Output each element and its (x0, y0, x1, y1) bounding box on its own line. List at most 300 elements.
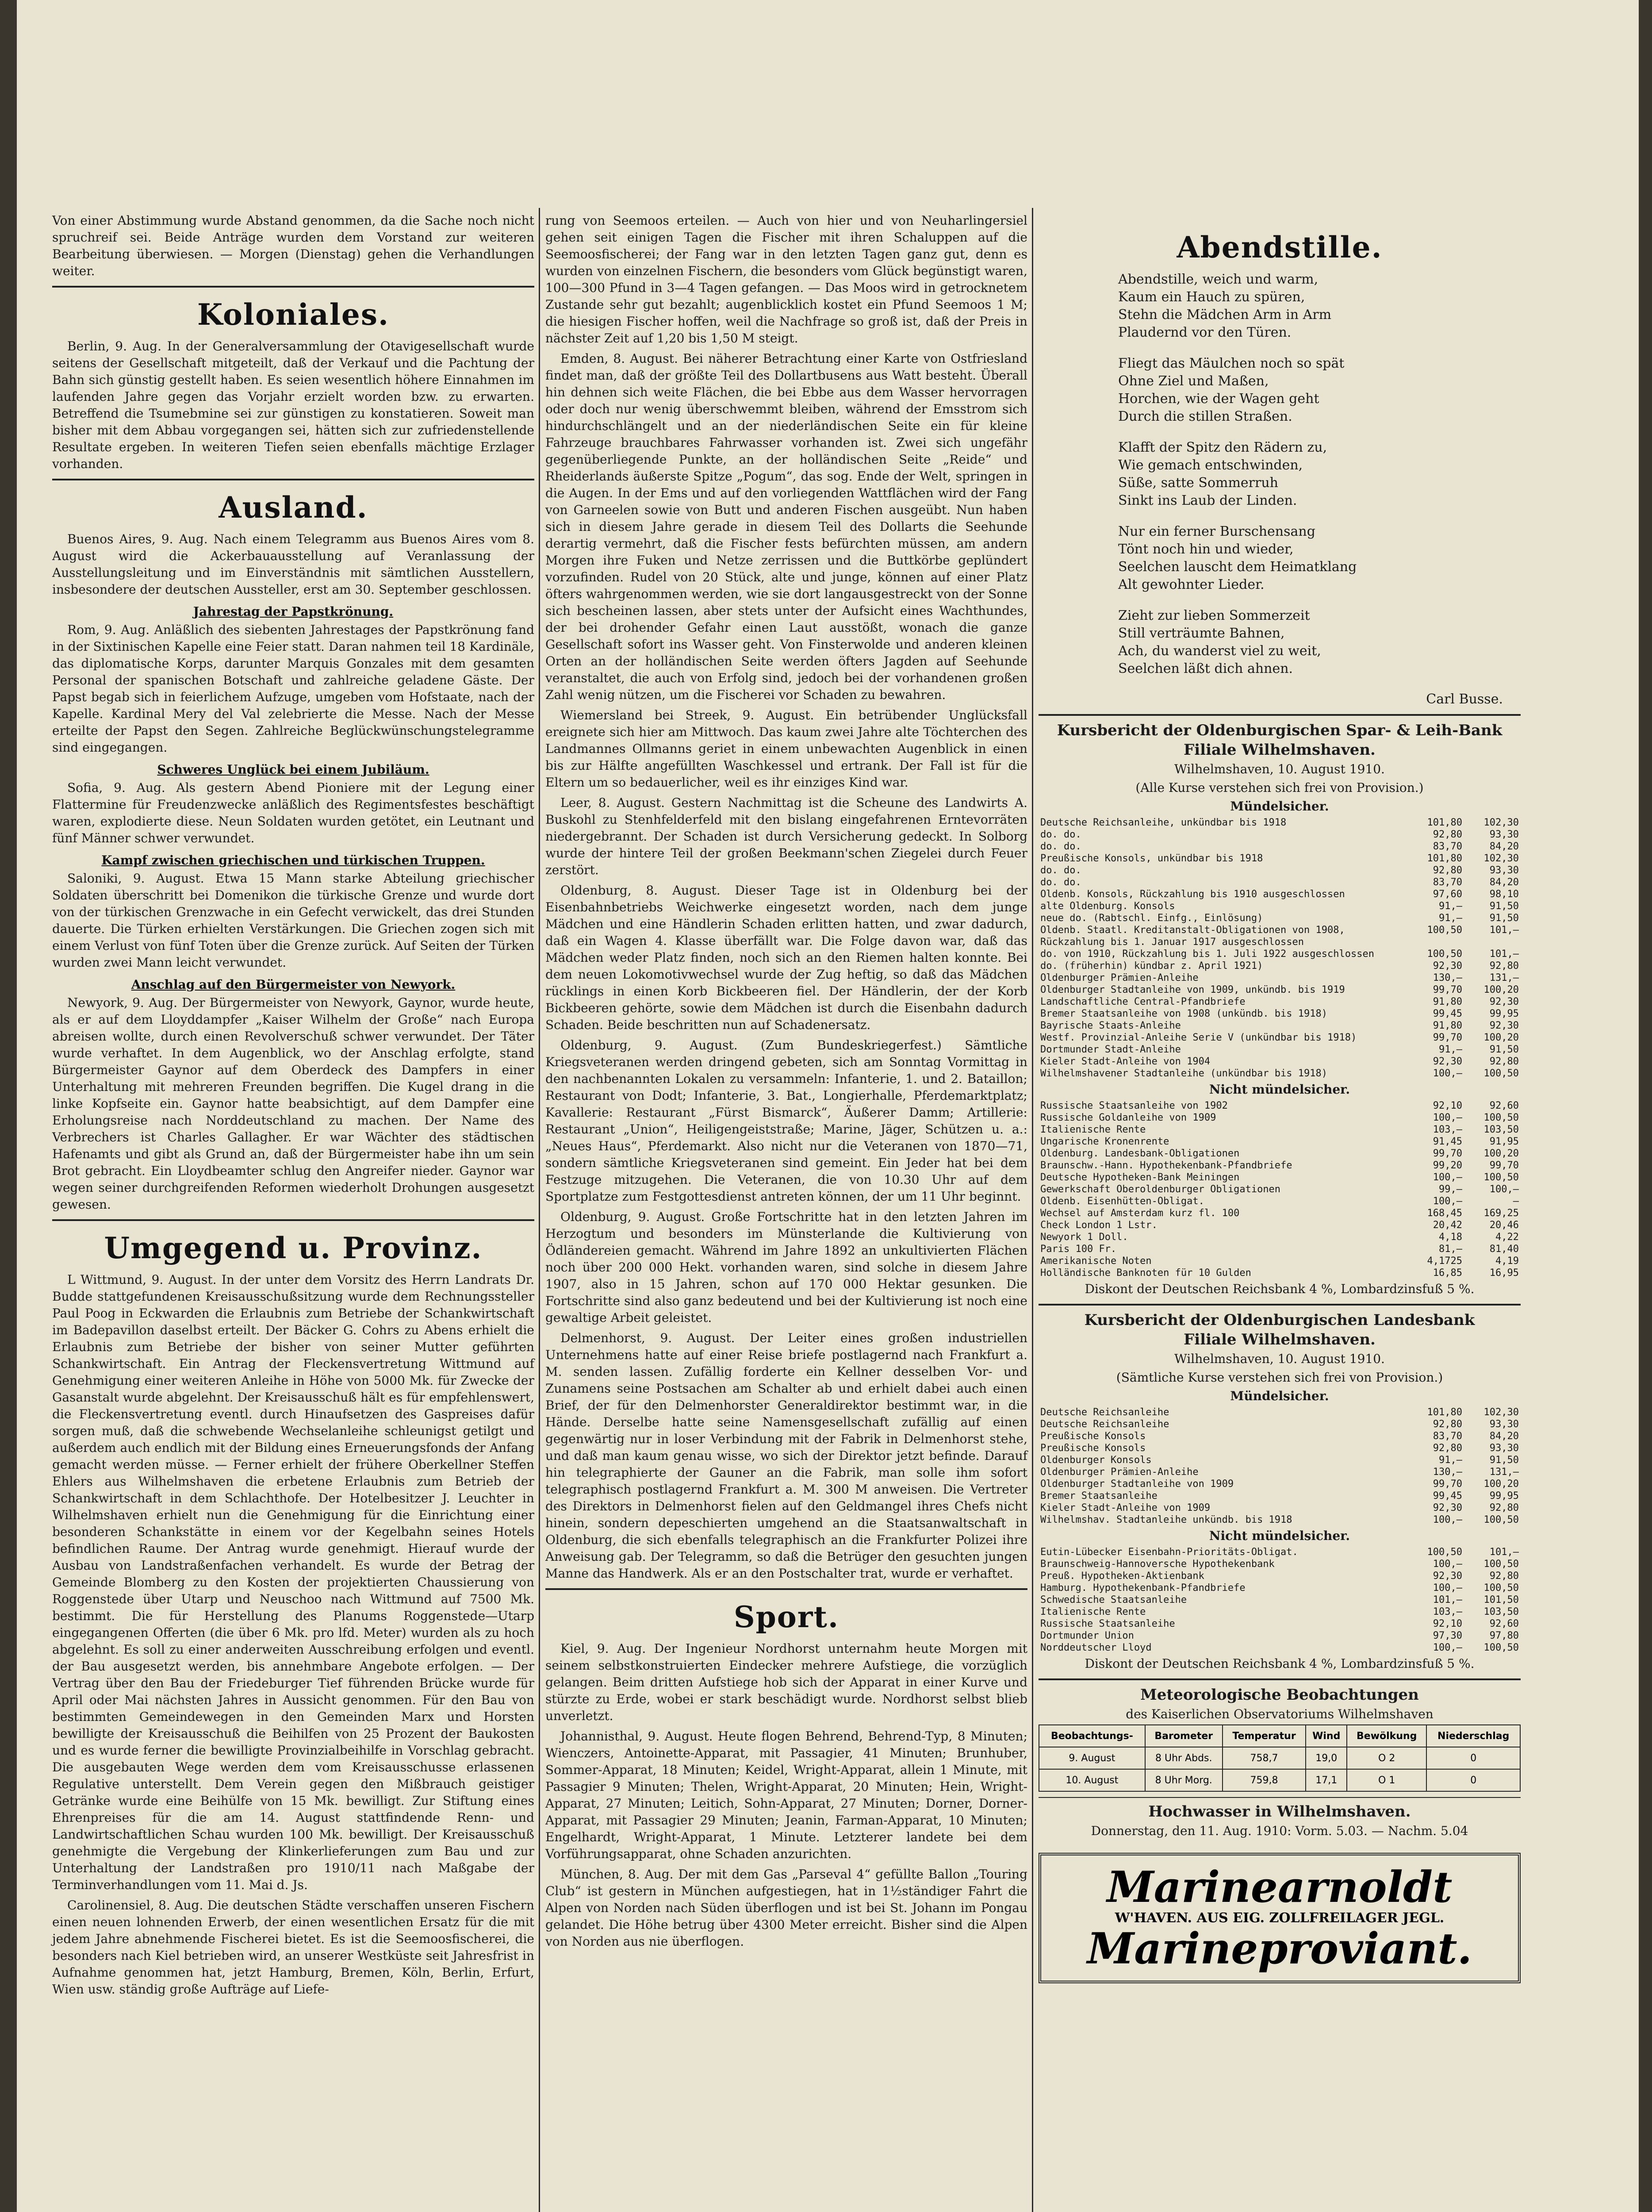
bank2-header-2: Nicht mündelsicher. (1209, 1528, 1350, 1543)
weather-header-cell: Barometer (1145, 1725, 1223, 1747)
weather-cell: 758,7 (1223, 1747, 1306, 1769)
rate-value: 4,22 (1495, 1232, 1519, 1243)
article-paragraph: Carolinensiel, 8. Aug. Die deutschen Städte verschaffen unseren Fischern einen neuen lohnenden Erwerb, der einen wesentlichen Ersatz für die mit jedem Jahre abnehmende Fischerei bietet. Es ist die Seemoosfischerei, die besonders nach Kiel betrieben wird, an unserer Westküste seit Jahresfrist in Aufnahme genommen hat, jetzt Hamburg, Bremen, Köln, Berlin, Erfurt, Wien usw. ständig große Aufträge auf Liefe- (52, 1898, 534, 1997)
rate-row (1039, 1219, 1521, 1231)
rate-row (1039, 1068, 1521, 1079)
rate-row (1039, 1171, 1521, 1183)
rate-value: 131,— (1489, 1467, 1519, 1478)
rate-row (1039, 1442, 1521, 1454)
rate-label: do. do. (1040, 877, 1081, 888)
rate-value: 92,80 (1489, 960, 1519, 972)
rate-label: Dortmunder Stadt-Anleihe (1040, 1044, 1181, 1055)
rate-label: Amerikanische Noten (1040, 1256, 1152, 1267)
rate-value: 92,80 (1433, 1419, 1462, 1430)
rate-value: 92,30 (1433, 1571, 1462, 1582)
rate-value: 103,50 (1483, 1124, 1519, 1135)
weather-cell: 8 Uhr Morg. (1145, 1769, 1223, 1791)
poem-line: Horchen, wie der Wagen geht (1118, 391, 1319, 407)
rate-value: 130,— (1433, 972, 1462, 983)
rate-value: 99,70 (1433, 1148, 1462, 1159)
rate-value: 91,50 (1489, 901, 1519, 912)
poem-line: Seelchen lauscht dem Heimatklang (1118, 559, 1357, 575)
rate-label: Oldenburger Stadtanleihe von 1909, unkündb. bis 1919 (1040, 984, 1345, 995)
rate-value: 100,50 (1427, 925, 1462, 936)
ad-brand: Marinearnoldt (1107, 1862, 1453, 1912)
rate-value: 91,80 (1433, 996, 1462, 1007)
poem-stanza (1039, 355, 1521, 426)
rate-value: 16,85 (1433, 1267, 1462, 1279)
weather-title: Meteorologische Beobachtungen (1140, 1686, 1419, 1704)
rate-label: Preuß. Hypotheken-Aktienbank (1040, 1571, 1204, 1582)
poem-line: Tönt noch hin und wieder, (1118, 541, 1294, 557)
rate-value: 4,19 (1495, 1256, 1519, 1267)
weather-cell: 0 (1426, 1747, 1520, 1769)
rate-label: Wilhelmshavener Stadtanleihe (unkündbar bis 1918) (1040, 1068, 1328, 1079)
rate-value: 130,— (1433, 1467, 1462, 1478)
rate-row (1039, 888, 1521, 900)
rate-label: Wechsel auf Amsterdam kurz fl. 100 (1040, 1208, 1240, 1219)
ad-product: Marineproviant. (1087, 1924, 1472, 1974)
rate-label: Westf. Provinzial-Anleihe Serie V (unkündbar bis 1918) (1040, 1032, 1357, 1043)
rate-value: 4,1725 (1427, 1256, 1462, 1267)
bank1-discount: Diskont der Deutschen Reichsbank 4 %, Lombardzinsfuß 5 %. (1085, 1282, 1475, 1296)
poem-line: Stehn die Mädchen Arm in Arm (1118, 307, 1332, 323)
rate-value: 101,80 (1427, 1407, 1462, 1418)
article-paragraph: Rom, 9. Aug. Anläßlich des siebenten Jahrestages der Papstkrönung fand in der Sixtinischen Kapelle eine Feier statt. Daran nahmen teil 18 Kardinäle, das diplomatische Korps, darunter Marquis Gonzales mit dem gesamten Personal der spanischen Botschaft und zahlreiche geladene Gäste. Der Papst begab sich in feierlichem Aufzuge, umgeben vom Hofstaate, nach der Kapelle. Kardinal Mery del Val zelebrierte die Messe. Nach der Messe erteilte der Papst den Segen. Zahlreiche Beglückwünschungstelegramme sind eingegangen. (52, 622, 534, 755)
rate-value: 103,— (1433, 1124, 1462, 1135)
rate-label: Deutsche Reichsanleihe (1040, 1419, 1169, 1430)
article-heading: Kampf zwischen griechischen und türkischen Truppen. (101, 853, 485, 868)
bank2-header: Mündelsicher. (1230, 1389, 1329, 1403)
rate-label: Dortmunder Union (1040, 1630, 1134, 1641)
article-paragraph: Sofia, 9. Aug. Als gestern Abend Pioniere mit der Legung einer Flattermine für Freudenzwecke anläßlich des Regimentsfestes beschäftigt waren, explodierte diese. Neun Soldaten wurden getötet, ein Leutnant und fünf Männer schwer verwundet. (52, 780, 534, 845)
rate-row (1039, 1148, 1521, 1160)
rate-row (1039, 1112, 1521, 1124)
article-paragraph: L Wittmund, 9. August. In der unter dem Vorsitz des Herrn Landrats Dr. Budde stattgefundenen Kreisausschußsitzung wurde dem Rechnungssteller Paul Poog in Eckwarden die Erlaubnis zum Betriebe der Schankwirtschaft im Badepavillon daselbst erteilt. Der Bäcker G. Cohrs zu Abens erhielt die Erlaubnis zum Betriebe der bisher von seiner Mutter geführten Schankwirtschaft. Ein Antrag der Fleckensvertretung Wittmund auf Genehmigung einer weiteren Anleihe in Höhe von 5000 Mk. für Zwecke der Gasanstalt wurde abgelehnt. Der Kreisausschuß hält es für empfehlenswert, die Fleckensvertretung eventl. durch Hinaufsetzen des Gaspreises dafür sorgen muß, daß die schwebende Wechselanleihe schleunigst getilgt und außerdem auch endlich mit der Bildung eines Erneuerungsfonds der Anfang gemacht werden müsse. — Ferner erhielt der frühere Oberkellner Steffen Ehlers aus Wilhelmshaven die erbetene Erlaubnis zum Betrieb der Schankwirtschaft in dem Schlachthofe. Der Hotelbesitzer J. Leuchter in Wilhelmshaven erhielt nun die Genehmigung für die Einrichtung einer besonderen Schankstätte in einem vor der Kegelbahn seines Hotels befindlichen Raume. Der Antrag wurde genehmigt. Hierauf wurde der Ausbau von Landstraßenfachen verhandelt. Es wurde der Betrag der Gemeinde Blomberg zu den Kosten der projektierten Chaussierung von Roggenstede über Utarp und Neuschoo nach Wittmund auf 7500 Mk. bestimmt. Die für Herstellung des Planums Roggenstede—Utarp eingegangenen Offerten (die über 6 Mk. pro lfd. Meter) wurden als zu hoch abgelehnt. Es soll zu einer anderweiten Ausschreibung erfolgen und eventl. der Bau ausgesetzt werden, bis annehmbare Angebote erfolgen. — Der Vertrag über den Bau der Friedeburger Tief führenden Brücke wurde für April oder Mai nächsten Jahres in Aussicht genommen. Für den Bau von bestimmten Gemeindewegen in den Gemeinden Marx und Horsten bewilligte der Kreisausschuß die Beihilfen von 25 Prozent der Baukosten und es wurde ferner die bewilligte Provinzialbeihilfe in Vorschlag gebracht. Die ausgebauten Wege werden dem vom Kreisausschusse erlassenen Regulative unterstellt. Dem Verein gegen den Mißbrauch geistiger Getränke wurde eine Beihülfe von 15 Mk. bewilligt. Zur Stiftung eines Ehrenpreises für die am 14. August stattfindende Renn- und Landwirtschaftlichen Schau wurden 100 Mk. bewilligt. Der Kreisausschuß genehmigte die Vergebung der Klinkerlieferungen zum Bau und zur Unterhaltung der Landstraßen pro 1910/11 nach Maßgabe der Terminverhandlungen vom 11. Mai d. Js. (52, 1272, 534, 1892)
rate-label: Russische Goldanleihe von 1909 (1040, 1112, 1216, 1123)
rate-value: 100,20 (1483, 1032, 1519, 1043)
rate-value: 100,— (1433, 1172, 1462, 1183)
poem-line: Süße, satte Sommerruh (1118, 475, 1279, 491)
rate-value: 103,50 (1483, 1606, 1519, 1617)
rate-label: Kieler Stadt-Anleihe von 1909 (1040, 1502, 1211, 1513)
poem-line: Zieht zur lieben Sommerzeit (1118, 608, 1310, 623)
article-paragraph: Oldenburg, 9. August. Große Fortschritte hat in den letzten Jahren im Herzogtum und besonders im Münsterlande die Kultivierung von Ödländereien gemacht. Während im Jahre 1892 an unkultivierten Flächen noch über 200 000 Hekt. vorhanden waren, sind solche in diesem Jahre 1907, also in 15 Jahren, schon auf 170 000 Hektar gesunken. Die Fortschritte sind also ganz bedeutend und bei der Kultivierung ist noch eine gewaltige Arbeit geleistet. (545, 1210, 1027, 1325)
rate-value: 100,— (1433, 1642, 1462, 1653)
rate-row (1039, 876, 1521, 888)
rate-label: alte Oldenburg. Konsols (1040, 901, 1175, 912)
weather-row (1039, 1769, 1520, 1791)
rate-row (1039, 1642, 1521, 1654)
rate-label: Russische Staatsanleihe (1040, 1618, 1175, 1629)
rate-value: 100,50 (1483, 1514, 1519, 1525)
weather-header-cell: Wind (1306, 1725, 1347, 1747)
rate-value: 100,— (1489, 1184, 1519, 1195)
column-rule (1032, 208, 1033, 2212)
rate-label: Hamburg. Hypothekenbank-Pfandbriefe (1040, 1582, 1246, 1594)
section-title-kolonial: Koloniales. (197, 297, 390, 332)
rate-label: Schwedische Staatsanleihe (1040, 1594, 1187, 1605)
rate-value: 81,40 (1489, 1244, 1519, 1255)
rate-value: 91,50 (1489, 1455, 1519, 1466)
rate-label: Holländische Banknoten für 10 Gulden (1040, 1267, 1251, 1279)
rate-row (1039, 1502, 1521, 1514)
rate-label: do. do. (1040, 865, 1081, 876)
bank2-rate-table (1039, 1406, 1521, 1526)
rate-row (1039, 841, 1521, 853)
rate-value: 99,20 (1433, 1160, 1462, 1171)
section-divider (545, 1588, 1027, 1590)
rate-label: Oldenburger Konsols (1040, 1455, 1152, 1466)
rate-value: 92,30 (1433, 960, 1462, 972)
section-divider (1039, 1304, 1521, 1306)
rate-value: 91,— (1439, 913, 1462, 924)
column-1 (52, 212, 534, 2001)
bank2-title: Kursbericht der Oldenburgischen Landesbank (1084, 1311, 1475, 1329)
article-paragraph: Newyork, 9. Aug. Der Bürgermeister von Newyork, Gaynor, wurde heute, als er auf dem Lloyddampfer „Kaiser Wilhelm der Große“ nach Europa abreisen wollte, durch einen Revolverschuß schwer verwundet. Der Täter wurde verhaftet. In dem Augenblick, wo der Anschlag erfolgte, stand Bürgermeister Gaynor auf dem Oberdeck des Dampfers in einer Unterhaltung mit mehreren Freunden begriffen. Die Kugel drang in die linke Kopfseite ein. Gaynor hatte beabsichtigt, auf dem Dampfer eine Erholungsreise nach Norddeutschland zu machen. Der Name des Verbrechers ist Charles Gallagher. Er war Wächter des städtischen Hafenamts und gibt als Grund an, daß der Bürgermeister habe ihn um sein Brot gebracht. Ein Lloydbeamter schlug den Angreifer nieder. Gaynor war wegen seiner durchgreifenden Reformen wiederholt Drohungen ausgesetzt gewesen. (52, 995, 534, 1212)
rate-label: Oldenb. Konsols, Rückzahlung bis 1910 ausgeschlossen (1040, 889, 1345, 900)
rate-value: 101,— (1489, 925, 1519, 936)
bank2-note: (Sämtliche Kurse verstehen sich frei von Provision.) (1116, 1370, 1443, 1385)
rate-label: Braunschw.-Hann. Hypothekenbank-Pfandbriefe (1040, 1160, 1292, 1171)
weather-cell: O 2 (1347, 1747, 1426, 1769)
bank1-rate-table-2 (1039, 1100, 1521, 1207)
bank1-title: Kursbericht der Oldenburgischen Spar- & Leih-Bank (1057, 722, 1503, 739)
rate-value: 92,10 (1433, 1100, 1462, 1111)
poem-author: Carl Busse. (1426, 691, 1503, 707)
rate-value: 100,50 (1483, 1559, 1519, 1570)
intro-paragraph: Von einer Abstimmung wurde Abstand genommen, da die Sache noch nicht spruchreif sei. Beide Anträge wurden dem Vorstand zur weiteren Bearbeitung überwiesen. — Morgen (Dienstag) gehen die Verhandlungen weiter. (52, 213, 534, 278)
rate-value: 100,20 (1483, 1479, 1519, 1490)
rate-label: Oldenb. Staatl. Kreditanstalt-Obligationen von 1908, Rückzahlung bis 1. Januar 1917 ausgeschlossen (1040, 925, 1345, 948)
rate-value: 100,50 (1483, 1642, 1519, 1653)
rate-value: 99,45 (1433, 1008, 1462, 1019)
rate-value: — (1513, 1196, 1519, 1207)
rate-row (1039, 1570, 1521, 1582)
rate-value: 91,— (1439, 1455, 1462, 1466)
poem-line: Klafft der Spitz den Rädern zu, (1118, 440, 1327, 455)
poem-line: Ach, du wanderst viel zu weit, (1118, 643, 1321, 659)
rate-value: 91,45 (1433, 1136, 1462, 1147)
article-paragraph: Berlin, 9. Aug. In der Generalversammlung der Otavigesellschaft wurde seitens der Gesellschaft mitgeteilt, daß der Verkauf und die Pachtung der Bahn sich günstig gestellt haben. Es seien wesentlich höhere Einnahmen im laufenden Jahre gegen das Vorjahr erzielt worden bzw. zu erwarten. Betreffend die Tsumebmine sei zur günstigen zu konstatieren. Soweit man bisher mit dem Abbau vorgegangen sei, hätten sich zur zufriedenstellende Resultate ergeben. In weiteren Tiefen seien ebenfalls mächtige Erzlager vorhanden. (52, 339, 534, 471)
rate-value: 100,20 (1483, 1148, 1519, 1159)
rate-label: neue do. (Rabtschl. Einfg., Einlösung) (1040, 913, 1263, 924)
rate-value: 101,50 (1483, 1594, 1519, 1605)
weather-subtitle: des Kaiserlichen Observatoriums Wilhelmshaven (1126, 1707, 1434, 1721)
rate-label: Ungarische Kronenrente (1040, 1136, 1169, 1147)
rate-row (1039, 996, 1521, 1008)
weather-header-cell: Niederschlag (1426, 1725, 1520, 1747)
bank2-rate-table-2 (1039, 1546, 1521, 1654)
newspaper-page (17, 0, 1639, 2212)
rate-value: 20,46 (1489, 1220, 1519, 1231)
rate-label: Oldenburger Prämien-Anleihe (1040, 1467, 1199, 1478)
column-2 (545, 212, 1027, 1954)
poem-line: Ohne Ziel und Maßen, (1118, 373, 1269, 389)
rate-row (1039, 912, 1521, 924)
rate-label: Preußische Konsols, unkündbar bis 1918 (1040, 853, 1263, 864)
section-title-umgegend: Umgegend u. Provinz. (104, 1231, 483, 1265)
rate-row (1039, 1044, 1521, 1056)
weather-cell: 17,1 (1306, 1769, 1347, 1791)
rate-row (1039, 1430, 1521, 1442)
poem-line: Sinkt ins Laub der Linden. (1118, 493, 1297, 508)
rate-row (1039, 1056, 1521, 1068)
rate-label: Newyork 1 Doll. (1040, 1232, 1128, 1243)
rate-row (1039, 1514, 1521, 1526)
rate-row (1039, 1020, 1521, 1032)
poem-stanza (1039, 439, 1521, 510)
rate-row (1039, 1032, 1521, 1044)
rate-row (1039, 1478, 1521, 1490)
poem-stanza (1039, 523, 1521, 594)
rate-value: 92,80 (1489, 1502, 1519, 1513)
section-title-ausland: Ausland. (218, 490, 368, 525)
poem-line: Kaum ein Hauch zu spüren, (1118, 289, 1305, 305)
weather-cell: 0 (1426, 1769, 1520, 1791)
rate-value: 92,30 (1489, 1020, 1519, 1031)
rate-value: 100,— (1433, 1196, 1462, 1207)
rate-label: Braunschweig-Hannoversche Hypothekenbank (1040, 1559, 1275, 1570)
rate-label: Landschaftliche Central-Pfandbriefe (1040, 996, 1246, 1007)
rate-value: 99,70 (1433, 1032, 1462, 1043)
rate-value: 100,50 (1483, 1112, 1519, 1123)
rate-row (1039, 864, 1521, 876)
bank1-note: (Alle Kurse verstehen sich frei von Provision.) (1135, 780, 1424, 795)
rate-row (1039, 1618, 1521, 1630)
weather-header-cell: Bewölkung (1347, 1725, 1426, 1747)
rate-row (1039, 1558, 1521, 1570)
rate-value: 92,30 (1433, 1056, 1462, 1067)
rate-value: 99,70 (1489, 1160, 1519, 1171)
rate-value: 100,50 (1483, 1172, 1519, 1183)
rate-row (1039, 1267, 1521, 1279)
section-divider (1039, 1678, 1521, 1680)
rate-value: 101,80 (1427, 853, 1462, 864)
rate-value: 83,70 (1433, 877, 1462, 888)
column-rule (539, 208, 540, 2212)
ad-tagline: W'HAVEN. AUS EIG. ZOLLFREILAGER JEGL. (1115, 1910, 1445, 1926)
poem-line: Nur ein ferner Burschensang (1118, 524, 1315, 539)
rate-value: 81,— (1439, 1244, 1462, 1255)
rate-row (1039, 829, 1521, 841)
bank1-rate-table (1039, 817, 1521, 1079)
rate-value: 84,20 (1489, 841, 1519, 852)
rate-label: Paris 100 Fr. (1040, 1244, 1117, 1255)
rate-label: Italienische Rente (1040, 1606, 1146, 1617)
poem-title: Abendstille. (1177, 230, 1383, 265)
section-title-sport: Sport. (733, 1600, 839, 1634)
rate-row (1039, 1606, 1521, 1618)
column-3 (1039, 212, 1521, 1983)
rate-value: 169,25 (1483, 1208, 1519, 1219)
article-paragraph: Johannisthal, 9. August. Heute flogen Behrend, Behrend-Typ, 8 Minuten; Wienczers, Antoinette-Apparat, mit Passagier, 41 Minuten; Brunhuber, Sommer-Apparat, 18 Minuten; Keidel, Wright-Apparat, allein 1 Minute, mit Passagier 9 Minuten; Thelen, Wright-Apparat, 20 Minuten; Hein, Wright-Apparat, 27 Minuten; Leitich, Sohn-Apparat, 27 Minuten; Dorner, Dorner-Apparat, mit Passagier 29 Minuten; Jeanin, Farman-Apparat, 10 Minuten; Engelhardt, Wright-Apparat, 1 Minute. Letzterer landete bei dem Vorführungsapparat, ohne Schaden anzurichten. (545, 1729, 1027, 1861)
rate-value: 93,30 (1489, 829, 1519, 840)
rate-value: 20,42 (1433, 1220, 1462, 1231)
rate-row (1039, 1490, 1521, 1502)
rate-row (1039, 1630, 1521, 1642)
rate-value: 97,60 (1433, 889, 1462, 900)
rate-value: 91,50 (1489, 913, 1519, 924)
rate-value: 92,60 (1489, 1618, 1519, 1629)
rate-row (1039, 853, 1521, 864)
rate-row (1039, 1582, 1521, 1594)
rate-row (1039, 1255, 1521, 1267)
poem-stanza (1039, 607, 1521, 678)
rate-value: 102,30 (1483, 1407, 1519, 1418)
rate-label: do. von 1910, Rückzahlung bis 1. Juli 1922 ausgeschlossen (1040, 949, 1374, 960)
rate-value: 91,50 (1489, 1044, 1519, 1055)
rate-value: 92,60 (1489, 1100, 1519, 1111)
rate-row (1039, 1008, 1521, 1020)
bank2-subtitle: Filiale Wilhelmshaven. (1184, 1331, 1376, 1348)
weather-header-row (1039, 1725, 1520, 1747)
rate-value: 99,95 (1489, 1008, 1519, 1019)
weather-header-cell: Beobachtungs- (1039, 1725, 1145, 1747)
article-paragraph: Delmenhorst, 9. August. Der Leiter eines großen industriellen Unternehmens hatte auf einer Reise briefe postlagernd nach Frankfurt a. M. senden lassen. Zufällig forderte ein Kellner desselben Vor- und Zunamens seine Postsachen am Schalter ab und erhielt dabei auch einen Brief, der für den Delmenhorster Generaldirektor bestimmt war, in die Hände. Derselbe hatte seine Namensgesellschaft zufällig auf einen gegenwärtig nur in loser Verbindung mit der Fabrik in Delmenhorst stehe, und daß man kaum genau wisse, wo sich der Direktor jetzt befinde. Darauf hin telegraphierte der Gauner an die Fabrik, man solle ihm sofort telegraphisch postlagernd Frankfurt a. M. 300 M anweisen. Die Vertreter des Direktors in Delmenhorst fielen auf den Geldmangel ihres Chefs nicht hinein, sondern depeschierten umgehend an die Staatsanwaltschaft in Oldenburg, die sich ebenfalls telegraphisch an die Frankfurter Polizei ihre Anweisung gab. Der Telegramm, so daß die Betrüger den gesuchten jungen Manne das Handwerk. Als er an den Postschalter trat, wurde er verhaftet. (545, 1331, 1027, 1581)
rate-row (1039, 1136, 1521, 1148)
section-divider (52, 286, 534, 288)
article-paragraph: München, 8. Aug. Der mit dem Gas „Parseval 4“ gefüllte Ballon „Touring Club“ ist gestern in München aufgestiegen, hat in 1½ständiger Fahrt die Alpen von Norden nach Süden überflogen und ist bei St. Johann im Pongau gelandet. Die Höhe betrug über 4300 Meter erreicht. Bisher sind die Alpen von Norden aus nie überflogen. (545, 1867, 1027, 1949)
rate-row (1039, 1406, 1521, 1418)
rate-label: Oldenburg. Landesbank-Obligationen (1040, 1148, 1240, 1159)
rate-value: 100,50 (1483, 1582, 1519, 1594)
rate-value: 91,— (1439, 901, 1462, 912)
bank1-date: Wilhelmshaven, 10. August 1910. (1174, 762, 1385, 776)
rate-value: 93,30 (1489, 1419, 1519, 1430)
rate-label: Preußische Konsols (1040, 1443, 1146, 1454)
article-paragraph: Emden, 8. August. Bei näherer Betrachtung einer Karte von Ostfriesland findet man, daß der größte Teil des Dollartbusens aus Watt besteht. Überall hin dehnen sich weite Flächen, die bei Ebbe aus dem Wasser hervorragen oder doch nur wenig überschwemmt bleiben, während der Emsstrom sich hindurchschlängelt und an der niederländischen Seite ein für kleine Fahrzeuge brauchbares Fahrwasser vorhanden ist. Zwei sich ungefähr gegenüberliegende Punkte, an der holländischen Seite „Reide“ und Rheiderlands äußerste Spitze „Pogum“, das sog. Ende der Welt, springen in die Augen. In der Ems und auf den vorliegenden Wattflächen wird der Fang von Garneelen sowie von Butt und anderen Fischen ausgeübt. Nun haben sich in diesem Jahre gerade in diesem Teil des Dollarts die Seehunde derartig vermehrt, daß die Fischer fests befürchten müssen, am andern Morgen ihre Fuken und Netze zerrissen und die Buttkörbe geplündert vorzufinden. Rudel von 20 Stück, alte und junge, können auf einer Platz öfters wahrgenommen werden, wie sie dort langausgestreckt von der Sonne sich bescheinen lassen, aber stets unter der Aufsicht eines Wachthundes, der bei drohender Gefahr einen Laut ausstößt, wonach die ganze Gesellschaft sofort ins Wasser geht. Von Finsterwolde und anderen kleinen Orten an der holländischen Seite werden öfters Jagden auf Seehunde veranstaltet, die auch von Erfolg sind, jedoch bei der vorhandenen großen Zahl wenig nützen, um die Fischerei vor Schaden zu bewahren. (545, 351, 1027, 702)
rate-value: 93,30 (1489, 865, 1519, 876)
rate-label: Kieler Stadt-Anleihe von 1904 (1040, 1056, 1211, 1067)
rate-value: 102,30 (1483, 817, 1519, 828)
poem-line: Durch die stillen Straßen. (1118, 409, 1292, 424)
rate-value: 92,80 (1433, 1443, 1462, 1454)
rate-value: 16,95 (1489, 1267, 1519, 1279)
rate-row (1039, 1100, 1521, 1112)
rate-value: 101,— (1433, 1594, 1462, 1605)
rate-label: Preußische Konsols (1040, 1431, 1146, 1442)
rate-row (1039, 1231, 1521, 1243)
rate-value: 101,— (1489, 949, 1519, 960)
rate-row (1039, 1546, 1521, 1558)
rate-label: Deutsche Reichsanleihe, unkündbar bis 1918 (1040, 817, 1287, 828)
article-paragraph: Saloniki, 9. August. Etwa 15 Mann starke Abteilung griechischer Soldaten überschritt bei Domenikon die türkische Grenze und wurde dort von der türkischen Grenzwache in ein Gefecht verwickelt, das drei Stunden dauerte. Die Türken erhielten Verstärkungen. Die Griechen zogen sich mit einem Verlust von fünf Toten über die Grenze zurück. Auf Seiten der Türken wurden zwei Mann leicht verwundet. (52, 871, 534, 970)
weather-cell: 10. August (1039, 1769, 1145, 1791)
rate-value: 98,10 (1489, 889, 1519, 900)
rate-value: 93,30 (1489, 1443, 1519, 1454)
poem (1039, 271, 1521, 678)
rate-row (1039, 1243, 1521, 1255)
rate-value: 131,— (1489, 972, 1519, 983)
rate-value: 99,95 (1489, 1490, 1519, 1502)
section-divider (1039, 1797, 1521, 1798)
rate-value: 99,70 (1433, 984, 1462, 995)
rate-value: 100,— (1433, 1514, 1462, 1525)
rate-value: 102,30 (1483, 853, 1519, 864)
article-paragraph: Oldenburg, 8. August. Dieser Tage ist in Oldenburg bei der Eisenbahnbetriebs Weichwerke eingesetzt worden, nach dem junge Mädchen und eine Händlerin Schaden erlitten hatten, und zwar dadurch, daß ein Wagen 4. Klasse überfällt war. Die Folge davon war, daß das Mädchen weder Platz finden, noch sich an den Riemen halten konnte. Bei dem neuen Lokomotivwechsel wurde der Zug heftig, so daß das Mädchen rücklings in einen Korb Bickbeeren fiel. Der Händlerin, der der Korb Bickbeeren gehörte, sowie dem Mädchen ist durch die Eisenbahn dadurch Schaden. Beide beschritten nun auf Schadenersatz. (545, 883, 1027, 1032)
rate-label: Wilhelmshav. Stadtanleihe unkündb. bis 1918 (1040, 1514, 1292, 1525)
weather-cell: 759,8 (1223, 1769, 1306, 1791)
rate-value: 91,80 (1433, 1020, 1462, 1031)
rate-value: 103,— (1433, 1606, 1462, 1617)
rate-value: 84,20 (1489, 1431, 1519, 1442)
rate-row (1039, 1124, 1521, 1136)
rate-row (1039, 1207, 1521, 1219)
rate-value: 101,80 (1427, 817, 1462, 828)
poem-line: Alt gewohnter Lieder. (1118, 577, 1265, 592)
article-paragraph: Oldenburg, 9. August. (Zum Bundeskriegerfest.) Sämtliche Kriegsveteranen werden dringend gebeten, sich am Sonntag Vormittag in den nachbenannten Lokalen zu versammeln: Infanterie, 1. und 2. Bataillon; Restaurant von Dodt; Infanterie, 3. Bat., Longierhalle, Pferdemarktplatz; Kavallerie: Restaurant „Fürst Bismarck“, Äußerer Damm; Artillerie: Restaurant „Union“, Heiligengeiststraße; Marine, Jäger, Schützen u. a.: „Neues Haus“, Pferdemarkt. Also nicht nur die Veteranen von 1870—71, sondern sämtliche Kriegsveteranen sind gemeint. Ein Jeder hat bei dem Festzuge mitzugehen. Die Veteranen, die von 10.30 Uhr auf dem Sportplatze zum Festgottesdienst antreten können, der um 11 Uhr beginnt. (545, 1038, 1027, 1204)
rate-row (1039, 1594, 1521, 1606)
rate-label: Check London 1 Lstr. (1040, 1220, 1158, 1231)
rate-row (1039, 984, 1521, 996)
rate-value: 100,50 (1427, 1547, 1462, 1558)
rate-label: Eutin-Lübecker Eisenbahn-Prioritäts-Obligat. (1040, 1547, 1298, 1558)
article-paragraph: rung von Seemoos erteilen. — Auch von hier und von Neuharlingersiel gehen seit einigen Tagen die Fischer mit ihren Schaluppen auf die Seemoosfischerei; der Fang war in den letzten Tagen ganz gut, denn es wurden von einzelnen Fischern, die besonders vom Glück begünstigt waren, 100—300 Pfund in 3—4 Tagen gefangen. — Das Moos wird in getrocknetem Zustande sehr gut bezahlt; augenblicklich kostet ein Pfund Seemoos 1 M; die hiesigen Fischer hoffen, weil die Nachfrage so groß ist, daß der Preis in nächster Zeit auf 1,20 bis 1,50 M steigt. (545, 213, 1027, 346)
article-heading: Jahrestag der Papstkrönung. (193, 604, 394, 619)
bank2-date: Wilhelmshaven, 10. August 1910. (1174, 1352, 1385, 1366)
rate-value: 92,10 (1433, 1618, 1462, 1629)
rate-value: 83,70 (1433, 1431, 1462, 1442)
poem-line: Seelchen läßt dich ahnen. (1118, 661, 1293, 676)
rate-value: 92,80 (1489, 1056, 1519, 1067)
rate-value: 168,45 (1427, 1208, 1462, 1219)
rate-value: 97,30 (1433, 1630, 1462, 1641)
rate-value: 97,80 (1489, 1630, 1519, 1641)
rate-label: Russische Staatsanleihe von 1902 (1040, 1100, 1228, 1111)
rate-value: 84,20 (1489, 877, 1519, 888)
rate-row (1039, 924, 1521, 948)
weather-cell: 19,0 (1306, 1747, 1347, 1769)
rate-label: Oldenburger Prämien-Anleihe (1040, 972, 1199, 983)
rate-label: Gewerkschaft Oberoldenburger Obligationen (1040, 1184, 1281, 1195)
rate-value: 92,30 (1433, 1502, 1462, 1513)
poem-stanza (1039, 271, 1521, 342)
rate-label: Italienische Rente (1040, 1124, 1146, 1135)
rate-row (1039, 1418, 1521, 1430)
rate-label: do. do. (1040, 829, 1081, 840)
rate-row (1039, 900, 1521, 912)
rate-label: Bayrische Staats-Anleihe (1040, 1020, 1181, 1031)
rate-value: 101,— (1489, 1547, 1519, 1558)
rate-row (1039, 817, 1521, 829)
rate-label: Deutsche Reichsanleihe (1040, 1407, 1169, 1418)
poem-line: Fliegt das Mäulchen noch so spät (1118, 356, 1345, 371)
rate-value: 91,— (1439, 1044, 1462, 1055)
rate-row (1039, 1160, 1521, 1171)
weather-cell: 9. August (1039, 1747, 1145, 1769)
rate-value: 100,— (1433, 1068, 1462, 1079)
rate-row (1039, 1454, 1521, 1466)
rate-label: do. (früherhin) kündbar z. April 1921) (1040, 960, 1263, 972)
tide-line: Donnerstag, den 11. Aug. 1910: Vorm. 5.03. — Nachm. 5.04 (1091, 1824, 1468, 1838)
article-paragraph: Kiel, 9. Aug. Der Ingenieur Nordhorst unternahm heute Morgen mit seinem selbstkonstruierten Eindecker mehrere Aufstiege, die vorzüglich gelangen. Beim dritten Aufstiege hob sich der Apparat in einer Kurve und stürzte zu Erde, wobei er stark beschädigt wurde. Nordhorst selbst blieb unverletzt. (545, 1641, 1027, 1723)
rate-value: 100,— (1433, 1559, 1462, 1570)
rate-label: Norddeutscher Lloyd (1040, 1642, 1152, 1653)
poem-line: Wie gemach entschwinden, (1118, 457, 1303, 473)
article-paragraph: Leer, 8. August. Gestern Nachmittag ist die Scheune des Landwirts A. Buskohl zu Stenhfelderfeld mit den bislang eingefahrenen Erntevorräten niedergebrannt. Der Schaden ist durch Versicherung gedeckt. In Solborg wurde der hintere Teil der großen Beekmann'schen Ziegelei durch Feuer zerstört. (545, 795, 1027, 877)
section-divider (1039, 714, 1521, 716)
weather-row (1039, 1747, 1520, 1769)
rate-label: Bremer Staatsanleihe von 1908 (unkündb. bis 1918) (1040, 1008, 1328, 1019)
advertisement-marinearnoldt (1039, 1853, 1521, 1983)
bank2-discount: Diskont der Deutschen Reichsbank 4 %, Lombardzinsfuß 5 %. (1085, 1656, 1475, 1671)
rate-row (1039, 1195, 1521, 1207)
rate-value: 100,— (1433, 1582, 1462, 1594)
rate-row (1039, 948, 1521, 960)
rate-value: 4,18 (1439, 1232, 1462, 1243)
weather-cell: 8 Uhr Abds. (1145, 1747, 1223, 1769)
